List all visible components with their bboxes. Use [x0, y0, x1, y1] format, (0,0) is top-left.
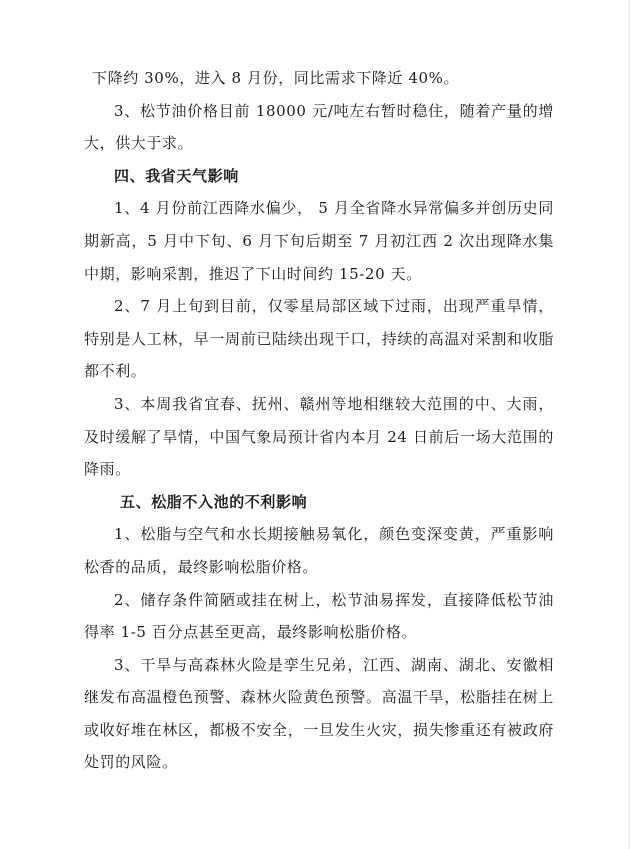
resin-item-3: 3、干旱与高森林火险是孪生兄弟，江西、湖南、湖北、安徽相继发布高温橙色预警、森林火险黄色预警。高温干旱，松脂挂在树上或收好堆在林区，都极不安全，一旦发生火灾，损失惨重还有被政府处罚的风险。 — [84, 655, 554, 772]
resin-item-1: 1、松脂与空气和水长期接触易氧化，颜色变深变黄，严重影响松香的品质，最终影响松脂价格。 — [84, 525, 554, 576]
section-four-heading: 四、我省天气影响 — [114, 166, 239, 185]
continuation-paragraph: 下降约 30%，进入 8 月份，同比需求下降近 40%。 — [92, 69, 460, 87]
turpentine-price-paragraph: 3、松节油价格目前 18000 元/吨左右暂时稳住，随着产量的增大，供大于求。 — [84, 101, 554, 153]
section-five-heading: 五、松脂不入池的不利影响 — [120, 492, 308, 511]
weather-item-1: 1、4 月份前江西降水偏少， 5 月全省降水异常偏多并创历史同期新高，5 月中下旬、6 月下旬后期至 7 月初江西 2 次出现降水集中期，影响采割，推迟了下山时间约 15-20 天。 — [84, 199, 554, 283]
document-body — [84, 62, 554, 779]
resin-item-2: 2、储存条件简陋或挂在树上，松节油易挥发，直接降低松节油得率 1-5 百分点甚至更高，最终影响松脂价格。 — [84, 590, 554, 642]
weather-item-2: 2、7 月上旬到目前，仅零星局部区域下过雨，出现严重旱情，特别是人工林，早一周前已陆续出现干口，持续的高温对采割和收脂都不利。 — [84, 297, 554, 381]
weather-item-3: 3、本周我省宜春、抚州、赣州等地相继较大范围的中、大雨，及时缓解了旱情，中国气象局预计省内本月 24 日前后一场大范围的降雨。 — [84, 394, 554, 479]
